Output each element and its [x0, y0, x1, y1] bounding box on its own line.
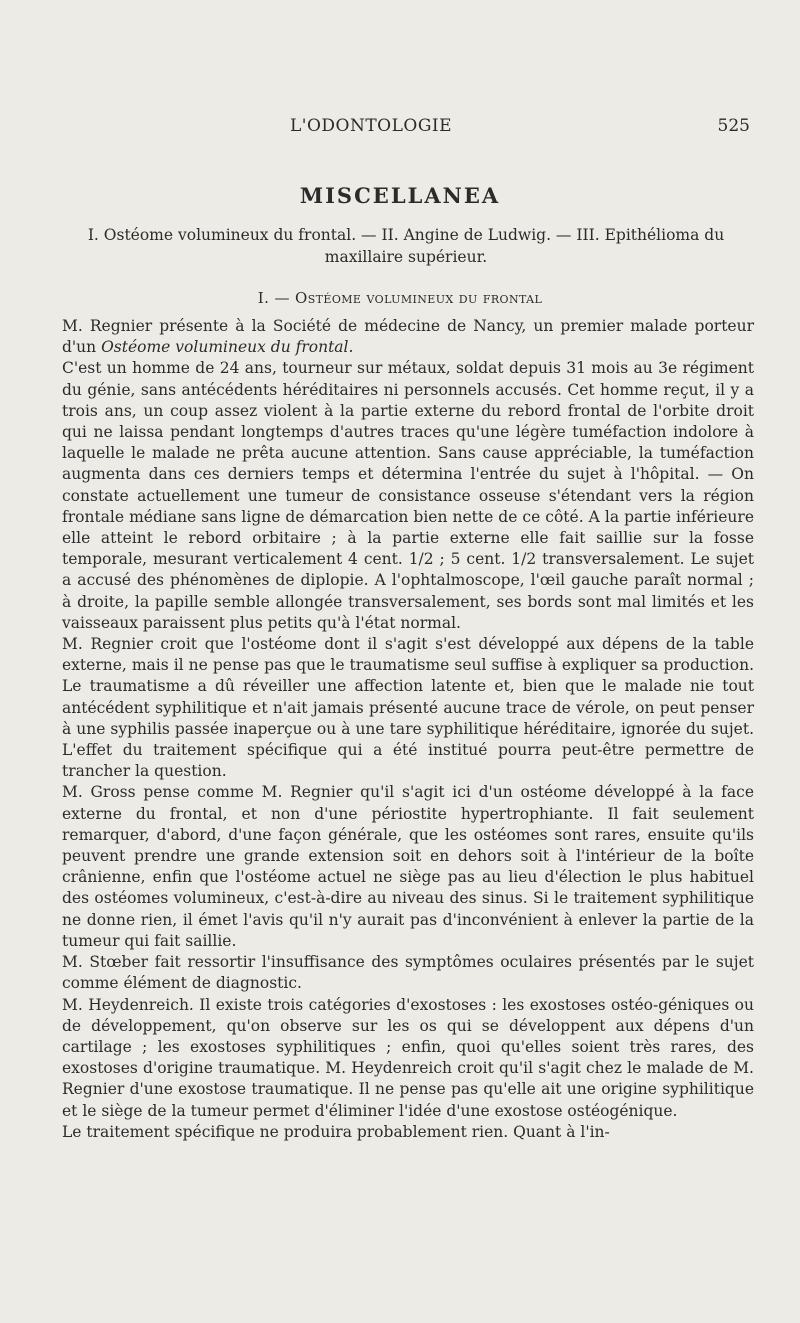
section-heading	[0, 289, 800, 307]
italic-title: Ostéome volumineux du frontal.	[101, 338, 354, 357]
article-summary: I. Ostéome volumineux du frontal. — II. Angine de Ludwig. — III. Epithélioma du maxillaire supérieur.	[87, 226, 725, 266]
paragraph	[62, 316, 754, 358]
paragraph: C'est un homme de 24 ans, tourneur sur métaux, soldat depuis 31 mois au 3e régiment du génie, sans antécédents héréditaires ni personnels accusés. Cet homme reçut, il y a trois ans, un coup assez violent à la partie externe du rebord frontal de l'orbite droit qui ne laissa pendant longtemps d'autres traces qu'une légère tuméfaction indolore à laquelle le malade ne prêta aucune attention. Sans cause appréciable, la tuméfaction augmenta dans ces derniers temps et détermina l'entrée du sujet à l'hôpital. — On constate actuellement une tumeur de consistance osseuse s'étendant vers la région frontale médiane sans ligne de démarcation bien nette de ce côté. A la partie inférieure elle atteint le rebord orbitaire ; à la partie externe elle fait saillie sur la fosse temporale, mesurant verticalement 4 cent. 1/2 ; 5 cent. 1/2 transversalement. Le sujet a accusé des phénomènes de diplopie. A l'ophtalmoscope, l'œil gauche paraît normal ; à droite, la papille semble allongée transversalement, ses bords sont mal limités et les vaisseaux paraissent plus petits qu'à l'état normal.	[62, 359, 754, 632]
section-number: I. —	[257, 289, 290, 307]
paragraph: Le traitement spécifique ne produira probablement rien. Quant à l'in-	[62, 1122, 610, 1141]
article-body	[62, 316, 754, 1143]
journal-title: L'ODONTOLOGIE	[290, 116, 453, 136]
page-number: 525	[717, 116, 750, 136]
paragraph: M. Heydenreich. Il existe trois catégories d'exostoses : les exostoses ostéo-géniques ou de développement, qu'on observe sur les os qui se développent aux dépens d'un cartilage ; les exostoses syphilitiques ; enfin, quoi qu'elles soient très rares, des exostoses d'origine traumatique. M. Heydenreich croit qu'il s'agit chez le malade de M. Regnier d'une exostose traumatique. Il ne pense pas qu'elle ait une origine syphilitique et le siège de la tumeur permet d'éliminer l'idée d'une exostose ostéogénique.	[62, 995, 754, 1120]
article-title: MISCELLANEA	[299, 183, 501, 208]
paragraph: M. Stœber fait ressortir l'insuffisance des symptômes oculaires présentés par le sujet comme élément de diagnostic.	[62, 953, 754, 993]
paragraph: M. Regnier croit que l'ostéome dont il s'agit s'est développé aux dépens de la table externe, mais il ne pense pas que le traumatisme seul suffise à expliquer sa production. Le traumatisme a dû réveiller une affection latente et, bien que le malade nie tout antécédent syphilitique et n'ait jamais présenté aucune trace de vérole, on peut penser à une syphilis passée inaperçue ou à une tare syphilitique héréditaire, ignorée du sujet. L'effet du traitement spécifique qui a été institué pourra peut-être permettre de trancher la question.	[62, 635, 754, 781]
running-head	[60, 116, 750, 140]
section-title: Ostéome volumineux du frontal	[295, 289, 543, 307]
paragraph-text: M. Regnier présente à la Société de médecine de Nancy, un premier malade porteur d'un	[62, 317, 754, 357]
paragraph: M. Gross pense comme M. Regnier qu'il s'agit ici d'un ostéome développé à la face externe du frontal, et non d'une périostite hypertrophiante. Il fait seulement remarquer, d'abord, d'une façon générale, que les ostéomes sont rares, ensuite qu'ils peuvent prendre une grande extension soit en dehors soit à l'intérieur de la boîte crânienne, enfin que l'ostéome actuel ne siège pas au lieu d'élection le plus habituel des ostéomes volumineux, c'est-à-dire au niveau des sinus. Si le traitement syphilitique ne donne rien, il émet l'avis qu'il n'y aurait pas d'inconvénient à enlever la partie de la tumeur qui fait saillie.	[62, 783, 754, 950]
